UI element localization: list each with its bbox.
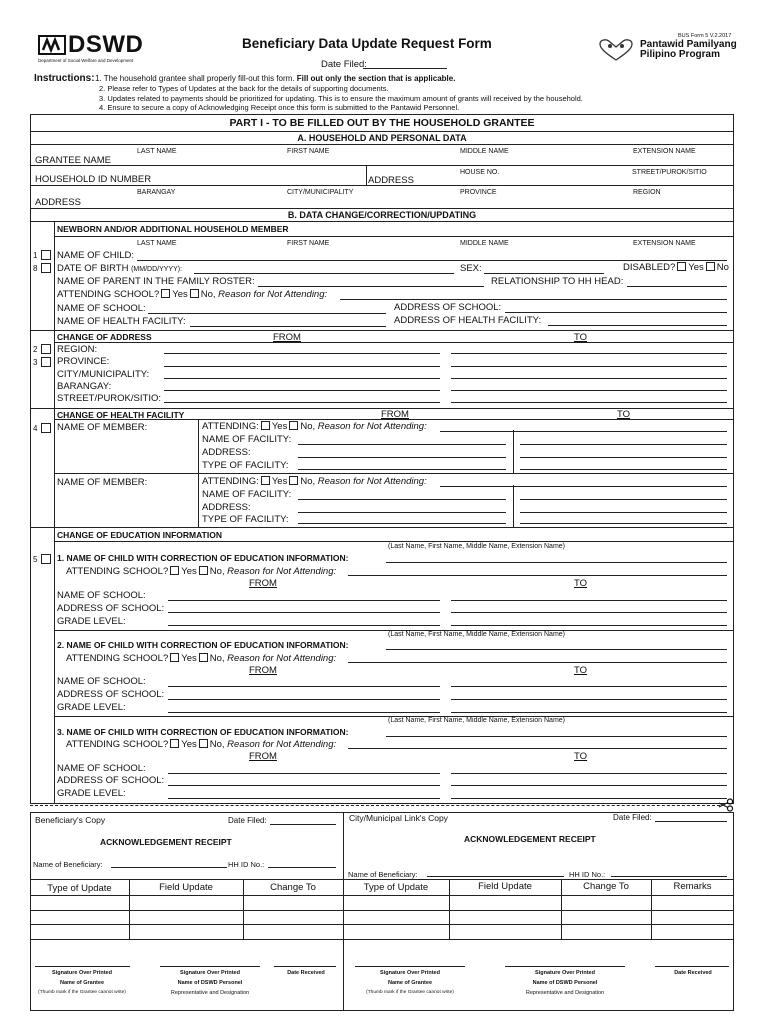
name-of-child-line[interactable] <box>137 260 727 261</box>
from-barangay-line[interactable] <box>164 390 440 391</box>
disabled-no-checkbox[interactable] <box>706 262 715 271</box>
member2-from-address[interactable] <box>298 512 506 513</box>
form-title: Beneficiary Data Update Request Form <box>242 36 492 51</box>
edu2-from-grade[interactable] <box>168 712 440 713</box>
to-street-line[interactable] <box>451 402 727 403</box>
member1-facility-label: NAME OF FACILITY: <box>202 434 292 445</box>
change-address-title: CHANGE OF ADDRESS <box>57 332 152 342</box>
address-checkbox-2[interactable] <box>41 344 51 354</box>
member1-name-label: NAME OF MEMBER: <box>57 422 148 433</box>
health-checkbox-4[interactable] <box>41 423 51 433</box>
edu3-grade-label: GRADE LEVEL: <box>57 788 126 799</box>
parent-label: NAME OF PARENT IN THE FAMILY ROSTER: <box>57 276 255 287</box>
edu1-from: FROM <box>249 578 277 589</box>
section-b-title: B. DATA CHANGE/CORRECTION/UPDATING <box>287 210 477 220</box>
member1-to-address[interactable] <box>520 457 727 458</box>
change-address-to: TO <box>574 332 588 343</box>
pantawid-line1: Pantawid Pamilyang <box>640 39 737 50</box>
dob-line[interactable] <box>194 273 454 274</box>
edu3-from-school[interactable] <box>168 773 440 774</box>
left-sig1-line1: Signature Over Printed <box>52 970 112 976</box>
edu1-child-label: 1. NAME OF CHILD WITH CORRECTION OF EDUCATION INFORMATION: <box>57 553 349 563</box>
right-col-type: Type of Update <box>363 882 429 893</box>
left-receipt-title: ACKNOWLEDGEMENT RECEIPT <box>100 837 232 847</box>
change-health-to: TO <box>617 409 631 420</box>
newborn-checkbox-1[interactable] <box>41 250 51 260</box>
right-sig2-line1: Signature Over Printed <box>535 970 595 976</box>
left-copy-label: Beneficiary's Copy <box>35 815 106 825</box>
member2-to-address[interactable] <box>520 512 727 513</box>
edu3-from-grade[interactable] <box>168 798 440 799</box>
sex-label: SEX: <box>460 263 482 274</box>
house-no-label: HOUSE NO. <box>460 169 500 176</box>
attending-school-row: ATTENDING SCHOOL? Yes No, Reason for Not Attending: <box>57 289 328 300</box>
left-sig2-line1: Signature Over Printed <box>180 970 240 976</box>
member2-name-label: NAME OF MEMBER: <box>57 477 148 488</box>
barangay-label: BARANGAY <box>137 189 176 196</box>
address-city-label: CITY/MUNICIPALITY: <box>57 369 150 380</box>
member1-no-checkbox[interactable] <box>289 421 298 430</box>
edu1-reason-line[interactable] <box>348 575 727 576</box>
name-of-school-label: NAME OF SCHOOL: <box>57 303 146 314</box>
member1-to-type[interactable] <box>520 469 727 470</box>
edu3-to-grade[interactable] <box>451 798 727 799</box>
attending-yes-checkbox[interactable] <box>161 289 170 298</box>
edu2-from: FROM <box>249 665 277 676</box>
edu2-school-label: NAME OF SCHOOL: <box>57 676 146 687</box>
from-street-line[interactable] <box>164 402 440 403</box>
left-date-filed-line[interactable] <box>270 824 336 825</box>
edu3-reason-line[interactable] <box>348 748 727 749</box>
attending-no-checkbox[interactable] <box>190 289 199 298</box>
sex-line[interactable] <box>484 273 604 274</box>
right-sig2-line2: Name of DSWD Personel <box>532 980 598 986</box>
address-barangay-label: BARANGAY: <box>57 381 112 392</box>
change-health-title: CHANGE OF HEALTH FACILITY <box>57 410 185 420</box>
name-health-label: NAME OF HEALTH FACILITY: <box>57 316 186 327</box>
right-sig1-line3: (Thumb mark if the Grantee cannot write) <box>366 990 454 995</box>
instruction-1: 1. The household grantee shall properly fill-out this form. Fill out only the section that is applicable. <box>95 74 456 83</box>
col-extension-name: EXTENSION NAME <box>633 148 696 155</box>
member1-yes-checkbox[interactable] <box>261 421 270 430</box>
edu1-from-address[interactable] <box>168 612 440 613</box>
from-region-line[interactable] <box>164 353 440 354</box>
address-label: ADDRESS <box>368 175 414 186</box>
address-street-label: STREET/PUROK/SITIO: <box>57 393 161 404</box>
address-health-label: ADDRESS OF HEALTH FACILITY: <box>394 315 542 326</box>
grantee-name-label: GRANTEE NAME <box>35 155 112 166</box>
member1-reason-line[interactable] <box>440 431 727 432</box>
newborn-col-middle: MIDDLE NAME <box>460 240 509 247</box>
col-middle-name: MIDDLE NAME <box>460 148 509 155</box>
left-beneficiary-line[interactable] <box>111 867 227 868</box>
form-code: BUS Form 5 V.2.2017 <box>678 33 732 39</box>
address-province-label: PROVINCE: <box>57 356 110 367</box>
health-num-4: 4 <box>33 424 38 433</box>
date-filed-line[interactable] <box>363 68 447 69</box>
street-label: STREET/PUROK/SITIO <box>632 169 707 176</box>
edu3-address-label: ADDRESS OF SCHOOL: <box>57 775 165 786</box>
member2-type-label: TYPE OF FACILITY: <box>202 514 289 525</box>
member2-to-type[interactable] <box>520 523 727 524</box>
education-num-5: 5 <box>33 555 38 564</box>
edu1-child-line[interactable] <box>386 562 727 563</box>
edu3-to: TO <box>574 751 588 762</box>
edu1-to-school[interactable] <box>451 600 727 601</box>
edu1-no-checkbox[interactable] <box>199 566 208 575</box>
member1-from-facility[interactable] <box>298 444 506 445</box>
edu3-child-label: 3. NAME OF CHILD WITH CORRECTION OF EDUCATION INFORMATION: <box>57 727 349 737</box>
edu2-name-format: (Last Name, First Name, Middle Name, Extension Name) <box>388 631 565 638</box>
edu2-no-checkbox[interactable] <box>199 653 208 662</box>
member1-address-label: ADDRESS: <box>202 447 251 458</box>
member2-to-facility[interactable] <box>520 499 727 500</box>
member2-facility-label: NAME OF FACILITY: <box>202 489 292 500</box>
newborn-col-ext: EXTENSION NAME <box>633 240 696 247</box>
left-sig1-line2: Name of Grantee <box>59 980 104 986</box>
dswd-subtitle: Department of Social Welfare and Development <box>38 58 134 63</box>
disabled-question: DISABLED? Yes No <box>623 262 729 273</box>
edu1-to-grade[interactable] <box>451 625 727 626</box>
right-copy-label: City/Municipal Link's Copy <box>349 813 448 823</box>
dswd-logo-icon <box>38 34 66 61</box>
member2-from-type[interactable] <box>298 523 506 524</box>
edu3-child-line[interactable] <box>386 736 727 737</box>
right-col-remarks: Remarks <box>673 881 712 892</box>
household-id-label: HOUSEHOLD ID NUMBER <box>35 174 152 185</box>
right-beneficiary-label: Name of Beneficiary: <box>348 870 418 879</box>
name-of-school-line[interactable] <box>148 313 386 314</box>
member1-type-label: TYPE OF FACILITY: <box>202 460 289 471</box>
right-hhid-label: HH ID No.: <box>569 870 606 879</box>
right-hhid-line[interactable] <box>611 876 727 877</box>
right-beneficiary-line[interactable] <box>427 876 564 877</box>
to-city-line[interactable] <box>451 378 727 379</box>
edu3-to-school[interactable] <box>451 773 727 774</box>
change-education-title: CHANGE OF EDUCATION INFORMATION <box>57 530 222 540</box>
left-sig1-line3: (Thumb mark if the Grantee cannot write) <box>38 990 126 995</box>
date-filed-label: Date Filed: <box>321 59 367 70</box>
disabled-yes-checkbox[interactable] <box>677 262 686 271</box>
instruction-4: 4. Ensure to secure a copy of Acknowledging Receipt once this form is submitted to the Pantawid Personnel. <box>99 103 460 112</box>
dob-label: DATE OF BIRTH (MM/DD/YYYY): <box>57 263 183 274</box>
edu2-attending-row: ATTENDING SCHOOL? Yes No, Reason for Not Attending: <box>66 653 337 664</box>
edu2-child-line[interactable] <box>386 649 727 650</box>
left-col-field: Field Update <box>159 882 213 893</box>
address-checkbox-3[interactable] <box>41 357 51 367</box>
edu1-attending-row: ATTENDING SCHOOL? Yes No, Reason for Not Attending: <box>66 566 337 577</box>
member1-from-address[interactable] <box>298 457 506 458</box>
edu2-grade-label: GRADE LEVEL: <box>57 702 126 713</box>
newborn-checkbox-8[interactable] <box>41 263 51 273</box>
pantawid-logo-icon <box>598 38 634 67</box>
province-label: PROVINCE <box>460 189 497 196</box>
edu2-from-address[interactable] <box>168 699 440 700</box>
left-beneficiary-label: Name of Beneficiary: <box>33 860 103 869</box>
right-date-filed-label: Date Filed: <box>613 813 652 822</box>
edu1-from-grade[interactable] <box>168 625 440 626</box>
edu1-name-format: (Last Name, First Name, Middle Name, Extension Name) <box>388 543 565 550</box>
member2-no-checkbox[interactable] <box>289 476 298 485</box>
edu2-child-label: 2. NAME OF CHILD WITH CORRECTION OF EDUCATION INFORMATION: <box>57 640 349 650</box>
left-date-received: Date Received <box>287 970 325 976</box>
edu1-address-label: ADDRESS OF SCHOOL: <box>57 603 165 614</box>
left-col-change: Change To <box>270 882 316 893</box>
address-of-school-line[interactable] <box>505 312 727 313</box>
left-hhid-label: HH ID No.: <box>228 860 265 869</box>
right-sig2-line3: Representative and Designation <box>525 990 605 996</box>
right-date-filed-line[interactable] <box>655 821 727 822</box>
right-receipt-title: ACKNOWLEDGEMENT RECEIPT <box>464 834 596 844</box>
edu2-to: TO <box>574 665 588 676</box>
left-date-filed-label: Date Filed: <box>228 816 267 825</box>
left-sig2-line2: Name of DSWD Personel <box>177 980 243 986</box>
name-of-child-label: NAME OF CHILD: <box>57 250 135 261</box>
edu1-to: TO <box>574 578 588 589</box>
part1-title: PART I - TO BE FILLED OUT BY THE HOUSEHOLD GRANTEE <box>229 117 535 129</box>
cut-line <box>30 805 720 806</box>
edu2-to-grade[interactable] <box>451 712 727 713</box>
section-a-title: A. HOUSEHOLD AND PERSONAL DATA <box>297 133 467 143</box>
name-health-line[interactable] <box>190 326 386 327</box>
edu2-to-school[interactable] <box>451 686 727 687</box>
change-health-from: FROM <box>381 409 409 420</box>
relationship-line[interactable] <box>627 286 727 287</box>
relationship-label: RELATIONSHIP TO HH HEAD: <box>491 276 624 287</box>
member1-to-facility[interactable] <box>520 444 727 445</box>
edu3-to-address[interactable] <box>451 785 727 786</box>
edu1-from-school[interactable] <box>168 600 440 601</box>
right-col-change: Change To <box>583 881 629 892</box>
education-checkbox-5[interactable] <box>41 554 51 564</box>
newborn-num-8: 8 <box>33 264 38 273</box>
address-num-3: 3 <box>33 358 38 367</box>
address-health-line[interactable] <box>548 325 727 326</box>
right-sig1-line2: Name of Grantee <box>387 980 432 986</box>
edu3-school-label: NAME OF SCHOOL: <box>57 763 146 774</box>
right-sig1-line1: Signature Over Printed <box>380 970 440 976</box>
member2-yes-checkbox[interactable] <box>261 476 270 485</box>
address-region-label: REGION: <box>57 344 98 355</box>
newborn-num-1: 1 <box>33 251 38 260</box>
edu2-to-address[interactable] <box>451 699 727 700</box>
edu2-from-school[interactable] <box>168 686 440 687</box>
address-num-2: 2 <box>33 345 38 354</box>
edu1-to-address[interactable] <box>451 612 727 613</box>
reason-line[interactable] <box>340 299 727 300</box>
member2-reason-line[interactable] <box>440 486 727 487</box>
member2-address-label: ADDRESS: <box>202 502 251 513</box>
to-barangay-line[interactable] <box>451 390 727 391</box>
right-col-field: Field Update <box>478 881 532 892</box>
edu3-yes-checkbox[interactable] <box>170 739 179 748</box>
member1-from-type[interactable] <box>298 469 506 470</box>
edu2-address-label: ADDRESS OF SCHOOL: <box>57 689 165 700</box>
col-last-name: LAST NAME <box>137 148 177 155</box>
right-date-received: Date Received <box>674 970 712 976</box>
edu3-name-format: (Last Name, First Name, Middle Name, Extension Name) <box>388 717 565 724</box>
dswd-logo-text: DSWD <box>68 31 144 58</box>
from-province-line[interactable] <box>164 366 440 367</box>
left-hhid-line[interactable] <box>268 867 336 868</box>
newborn-col-first: FIRST NAME <box>287 240 330 247</box>
to-region-line[interactable] <box>451 353 727 354</box>
instructions-label: Instructions: <box>34 73 95 84</box>
left-sig2-line3: Representative and Designation <box>170 990 250 996</box>
parent-line[interactable] <box>258 286 484 287</box>
instruction-2: 2. Please refer to Types of Updates at the back for the details of supporting documents. <box>99 84 389 93</box>
newborn-col-last: LAST NAME <box>137 240 177 247</box>
col-first-name: FIRST NAME <box>287 148 330 155</box>
region-label: REGION <box>633 189 661 196</box>
edu1-yes-checkbox[interactable] <box>170 566 179 575</box>
change-address-from: FROM <box>273 332 301 343</box>
edu3-from: FROM <box>249 751 277 762</box>
member2-from-facility[interactable] <box>298 499 506 500</box>
pantawid-line2: Pilipino Program <box>640 49 721 60</box>
edu3-from-address[interactable] <box>168 785 440 786</box>
from-city-line[interactable] <box>164 378 440 379</box>
city-label: CITY/MUNICIPALITY <box>287 189 354 196</box>
edu2-yes-checkbox[interactable] <box>170 653 179 662</box>
newborn-title: NEWBORN AND/OR ADDITIONAL HOUSEHOLD MEMBER <box>57 224 289 234</box>
edu3-attending-row: ATTENDING SCHOOL? Yes No, Reason for Not Attending: <box>66 739 337 750</box>
member2-attending-row: ATTENDING: Yes No, Reason for Not Attending: <box>202 476 427 487</box>
instruction-3: 3. Updates related to payments should be prioritized for updating. This is to ensure the maximum amount of grants will received by the household. <box>99 94 583 103</box>
edu3-no-checkbox[interactable] <box>199 739 208 748</box>
edu1-school-label: NAME OF SCHOOL: <box>57 590 146 601</box>
edu2-reason-line[interactable] <box>348 662 727 663</box>
edu1-grade-label: GRADE LEVEL: <box>57 616 126 627</box>
address-of-school-label: ADDRESS OF SCHOOL: <box>394 302 502 313</box>
member1-attending-row: ATTENDING: Yes No, Reason for Not Attending: <box>202 421 427 432</box>
address-bottom-label: ADDRESS <box>35 197 81 208</box>
left-col-type: Type of Update <box>47 883 112 894</box>
to-province-line[interactable] <box>451 366 727 367</box>
